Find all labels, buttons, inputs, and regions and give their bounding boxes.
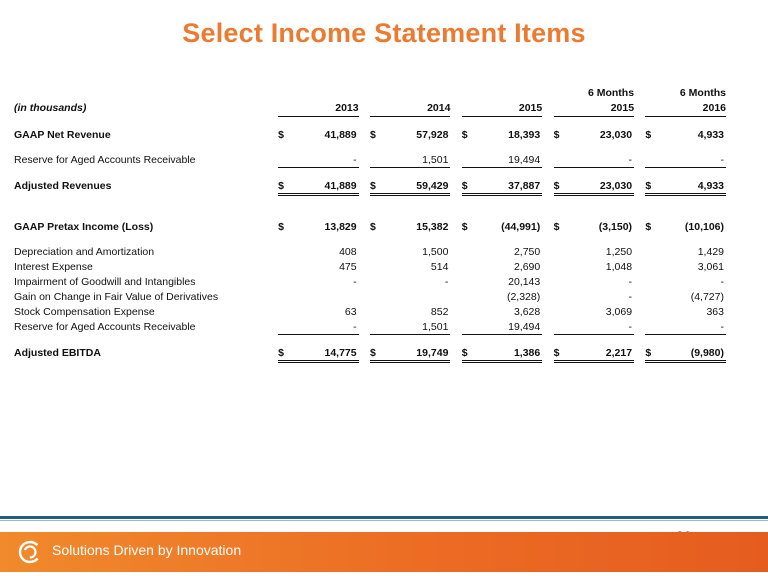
year-header: 2013	[278, 100, 358, 117]
page-title: Select Income Statement Items	[182, 18, 586, 48]
table-row	[14, 345, 726, 362]
year-header: 2015	[554, 100, 634, 117]
table-row	[14, 127, 726, 142]
cell-value	[291, 289, 359, 304]
period-header: 6 Months	[679, 87, 726, 99]
currency-symbol: $	[554, 178, 566, 195]
cell-value: 1,250	[605, 245, 633, 258]
cell-value: -	[628, 290, 633, 303]
cell-value: -	[566, 319, 634, 335]
table-row	[14, 304, 726, 319]
currency-symbol: $	[370, 345, 382, 362]
cell-value: 363	[706, 305, 724, 318]
footer-divider-thin	[0, 520, 768, 521]
cell-value: 63	[344, 305, 357, 318]
cell-value: (2,328)	[506, 290, 541, 303]
cell-value: 2,690	[513, 260, 541, 273]
table-row	[14, 259, 726, 274]
currency-symbol: $	[645, 128, 652, 141]
cell-value: 19,494	[474, 319, 542, 335]
currency-symbol: $	[461, 220, 468, 233]
table-row	[14, 319, 726, 335]
cell-value: 19,494	[474, 152, 542, 168]
row-label: Reserve for Aged Accounts Receivable	[14, 153, 196, 166]
row-label: Stock Compensation Expense	[14, 305, 155, 318]
currency-symbol: $	[645, 178, 657, 195]
cell-value: 59,429	[382, 178, 450, 195]
cell-value: 1,501	[382, 152, 450, 168]
currency-symbol: $	[553, 128, 560, 141]
currency-symbol: $	[462, 178, 474, 195]
period-header	[370, 86, 450, 100]
units-label: (in thousands)	[14, 102, 87, 115]
row-label: GAAP Pretax Income (Loss)	[14, 220, 154, 233]
table-row	[14, 178, 726, 195]
table-row	[14, 152, 726, 168]
year-header: 2015	[462, 100, 542, 117]
year-header: 2016	[645, 100, 726, 117]
currency-symbol: $	[369, 128, 376, 141]
row-label: Depreciation and Amortization	[14, 245, 155, 258]
row-label: GAAP Net Revenue	[14, 128, 111, 141]
cell-value: 19,749	[382, 345, 450, 362]
cell-value: 1,386	[474, 345, 542, 362]
currency-symbol: $	[553, 220, 560, 233]
cell-value: 1,501	[382, 319, 450, 335]
cell-value: -	[291, 319, 359, 335]
row-label: Impairment of Goodwill and Intangibles	[14, 275, 196, 288]
row-label: Interest Expense	[14, 260, 93, 273]
swirl-logo-icon	[18, 540, 42, 564]
cell-value: 408	[339, 245, 357, 258]
cell-value: 23,030	[566, 178, 634, 195]
cell-value: -	[720, 275, 724, 288]
currency-symbol: $	[461, 128, 468, 141]
period-header-row	[14, 86, 726, 100]
cell-value: (3,150)	[598, 220, 633, 233]
cell-value: 3,069	[605, 305, 633, 318]
cell-value: 20,143	[508, 275, 541, 288]
year-header-row	[14, 100, 726, 117]
cell-value: 41,889	[324, 128, 357, 141]
cell-value: 37,887	[474, 178, 542, 195]
cell-value: -	[658, 152, 726, 168]
currency-symbol: $	[278, 220, 284, 233]
cell-value: 475	[339, 260, 357, 273]
currency-symbol: $	[462, 345, 474, 362]
income-statement-table	[14, 86, 726, 363]
cell-value: 14,775	[291, 345, 359, 362]
cell-value	[382, 289, 450, 304]
table-row	[14, 289, 726, 304]
row-label: Adjusted EBITDA	[14, 347, 101, 360]
currency-symbol: $	[645, 220, 652, 233]
footer-divider	[0, 516, 768, 519]
cell-value: 18,393	[508, 128, 541, 141]
cell-value: 1,429	[697, 245, 724, 258]
currency-symbol: $	[369, 220, 376, 233]
cell-value: -	[291, 152, 359, 168]
cell-value: -	[444, 275, 449, 288]
table-row	[14, 274, 726, 289]
cell-value: 23,030	[599, 128, 633, 141]
period-header	[462, 86, 542, 100]
cell-value: 3,628	[513, 305, 541, 318]
cell-value: -	[566, 152, 634, 168]
cell-value: (9,980)	[658, 345, 726, 362]
cell-value: (44,991)	[501, 220, 541, 233]
cell-value: -	[658, 319, 726, 335]
currency-symbol: $	[645, 345, 657, 362]
cell-value: 852	[430, 305, 449, 318]
row-label: Adjusted Revenues	[14, 180, 112, 193]
currency-symbol: $	[554, 345, 566, 362]
cell-value: 15,382	[416, 220, 449, 233]
footer-tagline: Solutions Driven by Innovation	[52, 542, 242, 558]
cell-value: -	[628, 275, 633, 288]
currency-symbol: $	[278, 178, 290, 195]
cell-value: 1,048	[605, 260, 633, 273]
cell-value: 2,217	[566, 345, 634, 362]
cell-value: (10,106)	[684, 220, 724, 233]
table-row	[14, 244, 726, 259]
cell-value: 4,933	[658, 178, 726, 195]
year-header: 2014	[370, 100, 450, 117]
row-label: Reserve for Aged Accounts Receivable	[14, 320, 196, 333]
cell-value: 4,933	[697, 128, 724, 141]
row-label: Gain on Change in Fair Value of Derivatives	[14, 290, 219, 303]
cell-value: -	[353, 275, 357, 288]
cell-value: 57,928	[416, 128, 449, 141]
period-header: 6 Months	[587, 87, 635, 99]
table-row	[14, 219, 726, 234]
cell-value: 2,750	[513, 245, 541, 258]
cell-value: (4,727)	[690, 290, 724, 303]
cell-value: 514	[430, 260, 449, 273]
cell-value: 1,500	[422, 245, 449, 258]
period-header	[278, 86, 358, 100]
currency-symbol: $	[278, 128, 284, 141]
cell-value: 41,889	[291, 178, 359, 195]
cell-value: 13,829	[324, 220, 357, 233]
currency-symbol: $	[370, 178, 382, 195]
cell-value: 3,061	[697, 260, 724, 273]
currency-symbol: $	[278, 345, 290, 362]
